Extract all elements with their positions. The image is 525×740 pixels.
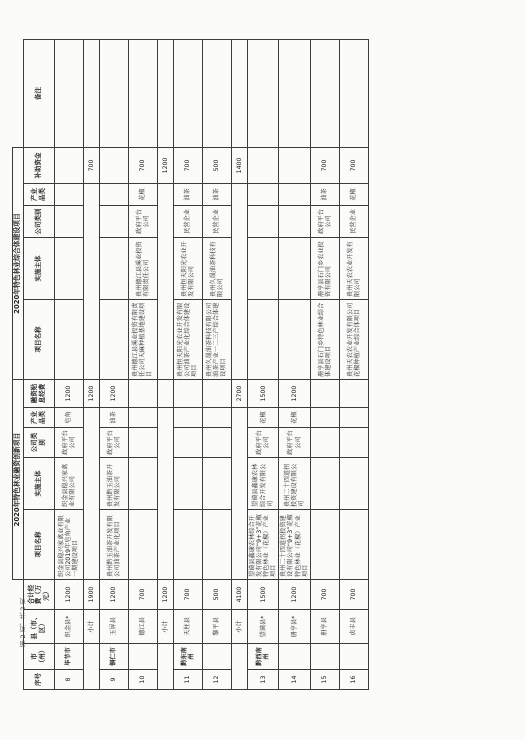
caption-financing: 2020年特色林业融资创新项目 [13, 379, 24, 579]
cell-s2 [99, 147, 128, 183]
cell-total: 1200 [279, 580, 311, 610]
cell-seq: 12 [202, 670, 231, 690]
subtotal-blank [83, 39, 99, 147]
cell-city: 黔东南州 [173, 644, 202, 670]
subtotal-blank [231, 408, 247, 580]
cell-p1: 贵州二十四道拐投资建设有限公司“9+3”花椒特色林业（花椒）产业项目 [279, 510, 311, 580]
cell-s2 [54, 147, 83, 183]
cell-city [279, 644, 311, 670]
cell-n [202, 39, 231, 147]
cell-total: 1200 [54, 580, 83, 610]
cell-p1 [128, 510, 157, 580]
cell-c2: 民营企业 [339, 205, 368, 237]
cell-n [99, 39, 128, 147]
cell-t1 [173, 408, 202, 428]
subtotal-blank [83, 183, 99, 379]
subtotal-label: 小计 [231, 610, 247, 644]
cell-i2 [279, 237, 311, 299]
subtotal-row [231, 39, 247, 689]
table-body [54, 39, 368, 689]
cell-p2: 贵州久晟油茶科技有限公司油茶产业一二三产综合体建设项目 [202, 299, 231, 379]
cell-n [339, 39, 368, 147]
cell-county: 德江县 [128, 610, 157, 644]
header-county: 县（市、区） [23, 610, 54, 644]
cell-county: 册亨县* [279, 610, 311, 644]
header-proj-name-2: 项目名称 [23, 299, 54, 379]
cell-total: 700 [173, 580, 202, 610]
cell-total: 1500 [247, 580, 279, 610]
cell-total: 700 [310, 580, 339, 610]
subtotal-blank [83, 408, 99, 580]
cell-p2: 册亨县石门乡特色林业综合体建设项目 [310, 299, 339, 379]
header-subsidy-loan: 融资贴息经费 [23, 379, 54, 407]
subtotal-total: 1900 [83, 580, 99, 610]
cell-i1 [310, 458, 339, 510]
table-row [128, 39, 157, 689]
subtotal-label: 小计 [157, 610, 173, 644]
cell-c1 [128, 428, 157, 458]
cell-s1: 1200 [279, 379, 311, 407]
cell-i2: 贵州久晟油茶科技有限公司 [202, 237, 231, 299]
table-row [173, 39, 202, 689]
cell-i2 [54, 237, 83, 299]
header-company-type: 公司类别 [23, 428, 54, 458]
cell-city [202, 644, 231, 670]
cell-c1 [310, 428, 339, 458]
cell-i2 [99, 237, 128, 299]
cell-i1 [128, 458, 157, 510]
cell-s1: 1500 [247, 379, 279, 407]
cell-c1 [339, 428, 368, 458]
cell-t2 [99, 183, 128, 205]
cell-seq: 15 [310, 670, 339, 690]
cell-p1 [339, 510, 368, 580]
cell-c2: 政府平台公司 [310, 205, 339, 237]
cell-s2: 700 [173, 147, 202, 183]
cell-t1 [128, 408, 157, 428]
subtotal-blank [231, 644, 247, 690]
caption-complex: 2020年特色林业综合体建设项目 [13, 147, 24, 379]
cell-i1: 望谟县鑫康农林综合开发有限公司 [247, 458, 279, 510]
header-row [23, 39, 54, 689]
cell-p2 [279, 299, 311, 379]
cell-city [128, 644, 157, 670]
cell-i1: 织金县稳兴家禽业有限公司 [54, 458, 83, 510]
cell-n [128, 39, 157, 147]
cell-p2: 贵州德江县溪业投资有限责任公司天麻种植基地建设项目 [128, 299, 157, 379]
cell-s1 [128, 379, 157, 407]
cell-t2 [54, 183, 83, 205]
subtotal-complex: 700 [83, 147, 99, 183]
cell-p2: 贵州天农农业开发有限公司花椒种植产业综合体项目 [339, 299, 368, 379]
cell-s1 [173, 379, 202, 407]
cell-p2 [99, 299, 128, 379]
cell-p1 [310, 510, 339, 580]
table-row [54, 39, 83, 689]
cell-city [339, 644, 368, 670]
cell-s1: 1200 [99, 379, 128, 407]
cell-i1 [173, 458, 202, 510]
subtotal-total: 1200 [157, 580, 173, 610]
subtotal-blank [157, 39, 173, 147]
cell-t2 [279, 183, 311, 205]
cell-t1: 油茶 [99, 408, 128, 428]
table-row [247, 39, 279, 689]
cell-county: 贞丰县 [339, 610, 368, 644]
cell-total: 1200 [99, 580, 128, 610]
header-proj-name: 项目名称 [23, 510, 54, 580]
cell-c2: 民营企业 [173, 205, 202, 237]
table-row [99, 39, 128, 689]
cell-s1 [310, 379, 339, 407]
cell-p1 [202, 510, 231, 580]
cell-t2: 花椒 [128, 183, 157, 205]
subtotal-financing: 2700 [231, 379, 247, 407]
subtotal-label: 小计 [83, 610, 99, 644]
header-note: 备注 [23, 39, 54, 147]
cell-seq: 13 [247, 670, 279, 690]
cell-s2: 500 [202, 147, 231, 183]
cell-c2 [99, 205, 128, 237]
cell-s2 [279, 147, 311, 183]
cell-city [310, 644, 339, 670]
cell-i2 [247, 237, 279, 299]
cell-i2: 贵州德江县溪业投资有限责任公司 [128, 237, 157, 299]
cell-t2 [247, 183, 279, 205]
subtotal-blank [157, 644, 173, 690]
cell-total: 500 [202, 580, 231, 610]
header-product: 产业品类 [23, 408, 54, 428]
cell-i2: 贵州恒天阳光农业开发有限公司 [173, 237, 202, 299]
subtotal-financing [157, 379, 173, 407]
cell-t1 [339, 408, 368, 428]
subtotal-blank [157, 183, 173, 379]
cell-total: 700 [339, 580, 368, 610]
cell-p2 [247, 299, 279, 379]
cell-n [54, 39, 83, 147]
cell-n [279, 39, 311, 147]
cell-c1 [173, 428, 202, 458]
cell-t1 [202, 408, 231, 428]
cell-i2: 贵州天农农业开发有限公司 [339, 237, 368, 299]
cell-p1: 贵州黔玉油茶开发有限公司油茶产业化项目 [99, 510, 128, 580]
cell-c1: 政府平台公司 [54, 428, 83, 458]
cell-t2: 油茶 [310, 183, 339, 205]
cell-s2: 700 [128, 147, 157, 183]
table-row [279, 39, 311, 689]
cell-i1: 贵州二十四道拐投资建设有限公司 [279, 458, 311, 510]
cell-s2 [247, 147, 279, 183]
table-row [310, 39, 339, 689]
cell-s1 [202, 379, 231, 407]
subtotal-blank [157, 408, 173, 580]
cell-s1: 1200 [54, 379, 83, 407]
cell-city: 毕节市 [54, 644, 83, 670]
header-impl: 实施主体 [23, 458, 54, 510]
cell-city: 黔西南州 [247, 644, 279, 670]
cell-p2 [54, 299, 83, 379]
header-company-type-2: 公司类别 [23, 205, 54, 237]
subtotal-total: 4100 [231, 580, 247, 610]
cell-i1: 贵州黔玉油茶开发有限公司 [99, 458, 128, 510]
cell-t2: 油茶 [202, 183, 231, 205]
cell-t1: 花椒 [247, 408, 279, 428]
cell-c2 [279, 205, 311, 237]
caption-row [13, 39, 24, 689]
cell-c2 [54, 205, 83, 237]
page-footer: 第 2 页，共 2 页 [19, 598, 27, 648]
cell-p1: 织金县稳兴家禽业有限公司2019年皂角产业一期建设项目 [54, 510, 83, 580]
header-subsidy: 补助资金 [23, 147, 54, 183]
cell-c1: 政府平台公司 [99, 428, 128, 458]
cell-county: 册亨县 [310, 610, 339, 644]
header-total: 合计经费（万元） [23, 580, 54, 610]
subtotal-financing: 1200 [83, 379, 99, 407]
cell-c2 [247, 205, 279, 237]
cell-c1: 政府平台公司 [279, 428, 311, 458]
table-row [339, 39, 368, 689]
cell-c2: 民营企业 [202, 205, 231, 237]
cell-city: 铜仁市 [99, 644, 128, 670]
cell-seq: 11 [173, 670, 202, 690]
subtotal-blank [83, 644, 99, 690]
cell-p1: 望谟县鑫康农林综合开发有限公司“9+3”花椒特色林业（花椒）产业项目 [247, 510, 279, 580]
subtotal-blank [231, 183, 247, 379]
cell-seq: 9 [99, 670, 128, 690]
cell-c1: 政府平台公司 [247, 428, 279, 458]
cell-county: 望谟县* [247, 610, 279, 644]
cell-n [310, 39, 339, 147]
subtotal-row [157, 39, 173, 689]
cell-t1: 花椒 [279, 408, 311, 428]
cell-i1 [202, 458, 231, 510]
header-seq: 序号 [23, 670, 54, 690]
cell-seq: 8 [54, 670, 83, 690]
cell-county: 黎平县 [202, 610, 231, 644]
cell-c2: 政府平台公司 [128, 205, 157, 237]
cell-p1 [173, 510, 202, 580]
cell-total: 700 [128, 580, 157, 610]
cell-s2: 700 [339, 147, 368, 183]
cell-county: 织金县* [54, 610, 83, 644]
cell-county: 天柱县 [173, 610, 202, 644]
cell-n [247, 39, 279, 147]
cell-county: 玉屏县 [99, 610, 128, 644]
cell-t2: 油茶 [173, 183, 202, 205]
subtotal-row [83, 39, 99, 689]
cell-seq: 14 [279, 670, 311, 690]
header-impl-2: 实施主体 [23, 237, 54, 299]
rotated-table-wrapper [12, 40, 492, 690]
cell-t1: 皂角 [54, 408, 83, 428]
cell-t1 [310, 408, 339, 428]
cell-s2: 700 [310, 147, 339, 183]
table-row [202, 39, 231, 689]
subtotal-complex: 1400 [231, 147, 247, 183]
cell-seq: 16 [339, 670, 368, 690]
header-city: 市（州） [23, 644, 54, 670]
subtotal-blank [231, 39, 247, 147]
cell-p2: 贵州恒天阳光农业开发有限公司油茶产业化综合体建设项目 [173, 299, 202, 379]
cell-i1 [339, 458, 368, 510]
cell-seq: 10 [128, 670, 157, 690]
cell-i2: 册亨县石门乡农业投资有限公司 [310, 237, 339, 299]
cell-t2: 花椒 [339, 183, 368, 205]
subtotal-complex: 1200 [157, 147, 173, 183]
cell-s1 [339, 379, 368, 407]
cell-c1 [202, 428, 231, 458]
funding-table [12, 39, 369, 690]
cell-n [173, 39, 202, 147]
header-product-2: 产业品类 [23, 183, 54, 205]
